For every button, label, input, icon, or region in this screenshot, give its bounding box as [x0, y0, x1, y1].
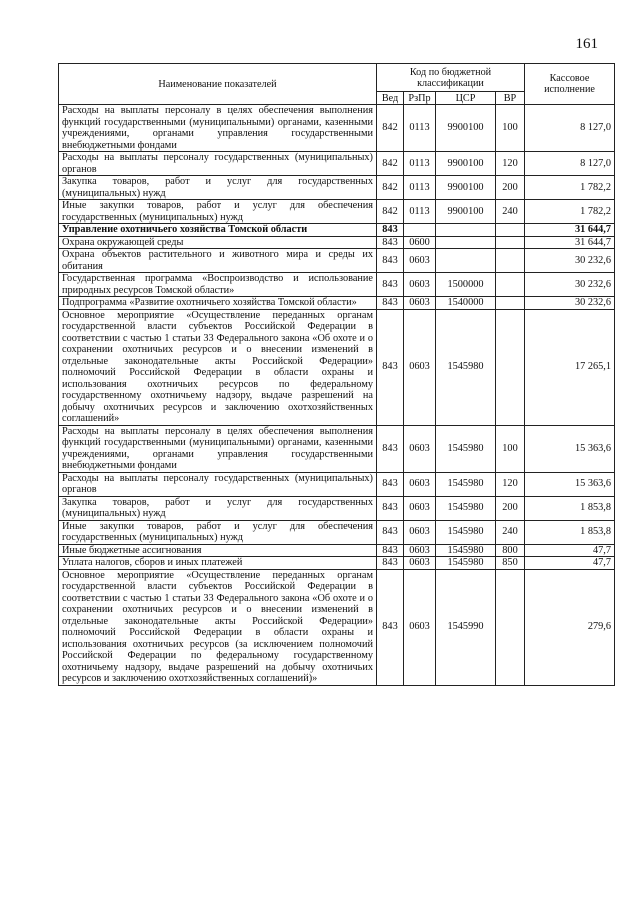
row-rzpr: 0603: [404, 425, 436, 472]
row-csr: 1545990: [436, 569, 496, 685]
table-body: [59, 105, 615, 686]
row-amount: 30 232,6: [525, 273, 615, 297]
row-rzpr: 0113: [404, 152, 436, 176]
table-row: [59, 273, 615, 297]
budget-table: [58, 63, 615, 686]
row-vr: [496, 309, 525, 425]
row-vr: [496, 224, 525, 237]
row-name: Уплата налогов, сборов и иных платежей: [59, 557, 377, 570]
row-amount: 17 265,1: [525, 309, 615, 425]
row-amount: 31 644,7: [525, 224, 615, 237]
page-number: 161: [575, 36, 598, 52]
row-csr: [436, 236, 496, 249]
row-ved: 843: [377, 544, 404, 557]
row-amount: 15 363,6: [525, 425, 615, 472]
row-vr: 120: [496, 152, 525, 176]
row-name: Иные закупки товаров, работ и услуг для обеспечения государственных (муниципальных) нужд: [59, 200, 377, 224]
row-amount: 1 853,8: [525, 520, 615, 544]
row-vr: [496, 236, 525, 249]
header-cash: Кассовое исполнение: [525, 64, 615, 105]
row-vr: [496, 569, 525, 685]
row-ved: 843: [377, 273, 404, 297]
row-vr: [496, 249, 525, 273]
row-ved: 843: [377, 520, 404, 544]
row-amount: 30 232,6: [525, 249, 615, 273]
row-name: Охрана окружающей среды: [59, 236, 377, 249]
row-rzpr: 0603: [404, 309, 436, 425]
table-row: [59, 520, 615, 544]
row-csr: [436, 249, 496, 273]
table-row: [59, 176, 615, 200]
row-amount: 47,7: [525, 544, 615, 557]
table-row: [59, 544, 615, 557]
row-vr: 200: [496, 496, 525, 520]
table-row: [59, 496, 615, 520]
row-name: Основное мероприятие «Осуществление переданных органам государственной власти субъектов Российской Федерации в соответствии с частью 1 статьи 33 Федерального закона «Об охоте и о сохранении охотничьих ресурсов и о внесении изменений в отдельные законодательные акты Российской Федерации» полномочий Российской Федерации в области охраны и использования охотничьих ресурсов (за исключением полномочий Российской Федерации по федеральному государственному охотничьему надзору, выдаче разрешений на добычу охотничьих ресурсов и заключению охотхозяйственных соглашений)»: [59, 569, 377, 685]
row-amount: 1 782,2: [525, 200, 615, 224]
table-row: [59, 472, 615, 496]
row-vr: 240: [496, 200, 525, 224]
row-csr: 1545980: [436, 425, 496, 472]
header-ved: Вед: [377, 92, 404, 105]
row-name: Расходы на выплаты персоналу в целях обеспечения выполнения функций государственными (муниципальными) органами, казенными учреждениями, органами управления государственными внебюджетными фондами: [59, 105, 377, 152]
row-vr: 850: [496, 557, 525, 570]
table-row: [59, 200, 615, 224]
row-ved: 843: [377, 309, 404, 425]
row-name: Основное мероприятие «Осуществление переданных органам государственной власти субъектов Российской Федерации в соответствии с частью 1 статьи 33 Федерального закона «Об охоте и о сохранении охотничьих ресурсов и о внесении изменений в отдельные законодательные акты Российской Федерации» полномочий Российской Федерации в области охраны и использования охотничьих ресурсов по федеральному государственному охотничьему надзору, выдаче разрешений на добычу охотничьих ресурсов и заключению охотхозяйственных соглашений»: [59, 309, 377, 425]
row-rzpr: 0603: [404, 297, 436, 310]
row-ved: 843: [377, 569, 404, 685]
header-vr: ВР: [496, 92, 525, 105]
table-row: [59, 224, 615, 237]
row-csr: 1545980: [436, 309, 496, 425]
table-row: [59, 557, 615, 570]
row-csr: 9900100: [436, 152, 496, 176]
row-rzpr: 0603: [404, 557, 436, 570]
row-ved: 842: [377, 176, 404, 200]
row-vr: 240: [496, 520, 525, 544]
row-rzpr: 0603: [404, 472, 436, 496]
row-rzpr: 0603: [404, 273, 436, 297]
table-row: [59, 569, 615, 685]
row-ved: 843: [377, 472, 404, 496]
header-name: Наименование показателей: [59, 64, 377, 105]
row-csr: 1500000: [436, 273, 496, 297]
row-vr: 800: [496, 544, 525, 557]
row-name: Иные закупки товаров, работ и услуг для обеспечения государственных (муниципальных) нужд: [59, 520, 377, 544]
row-name: Расходы на выплаты персоналу в целях обеспечения выполнения функций государственными (муниципальными) органами, казенными учреждениями, органами управления государственными внебюджетными фондами: [59, 425, 377, 472]
row-name: Расходы на выплаты персоналу государственных (муниципальных) органов: [59, 152, 377, 176]
row-ved: 843: [377, 557, 404, 570]
row-csr: 1545980: [436, 544, 496, 557]
row-vr: 100: [496, 105, 525, 152]
row-amount: 47,7: [525, 557, 615, 570]
row-amount: 15 363,6: [525, 472, 615, 496]
row-name: Закупка товаров, работ и услуг для государственных (муниципальных) нужд: [59, 496, 377, 520]
row-vr: 100: [496, 425, 525, 472]
row-rzpr: 0603: [404, 520, 436, 544]
row-rzpr: 0603: [404, 496, 436, 520]
row-ved: 843: [377, 496, 404, 520]
table-row: [59, 105, 615, 152]
row-rzpr: 0113: [404, 176, 436, 200]
row-amount: 30 232,6: [525, 297, 615, 310]
row-amount: 31 644,7: [525, 236, 615, 249]
row-rzpr: 0600: [404, 236, 436, 249]
row-name: Государственная программа «Воспроизводство и использование природных ресурсов Томской области»: [59, 273, 377, 297]
row-name: Управление охотничьего хозяйства Томской области: [59, 224, 377, 237]
row-vr: [496, 297, 525, 310]
row-rzpr: 0603: [404, 249, 436, 273]
row-vr: [496, 273, 525, 297]
header-code-group: Код по бюджетной классификации: [377, 64, 525, 92]
row-csr: 1545980: [436, 472, 496, 496]
table-row: [59, 297, 615, 310]
row-vr: 200: [496, 176, 525, 200]
row-csr: 1545980: [436, 557, 496, 570]
table-row: [59, 152, 615, 176]
table-header: [59, 64, 615, 105]
row-ved: 842: [377, 152, 404, 176]
header-csr: ЦСР: [436, 92, 496, 105]
row-amount: 8 127,0: [525, 152, 615, 176]
row-name: Охрана объектов растительного и животного мира и среды их обитания: [59, 249, 377, 273]
row-ved: 842: [377, 200, 404, 224]
row-csr: 9900100: [436, 105, 496, 152]
row-csr: 1545980: [436, 520, 496, 544]
row-ved: 843: [377, 297, 404, 310]
row-ved: 843: [377, 425, 404, 472]
row-amount: 1 853,8: [525, 496, 615, 520]
row-csr: [436, 224, 496, 237]
row-rzpr: 0113: [404, 200, 436, 224]
row-rzpr: 0113: [404, 105, 436, 152]
table-row: [59, 425, 615, 472]
row-rzpr: 0603: [404, 569, 436, 685]
row-rzpr: 0603: [404, 544, 436, 557]
header-rzpr: РзПр: [404, 92, 436, 105]
row-vr: 120: [496, 472, 525, 496]
row-csr: 1545980: [436, 496, 496, 520]
row-ved: 843: [377, 236, 404, 249]
table-row: [59, 249, 615, 273]
row-csr: 9900100: [436, 200, 496, 224]
row-amount: 279,6: [525, 569, 615, 685]
table-row: [59, 309, 615, 425]
row-ved: 842: [377, 105, 404, 152]
row-name: Расходы на выплаты персоналу государственных (муниципальных) органов: [59, 472, 377, 496]
row-rzpr: [404, 224, 436, 237]
row-ved: 843: [377, 224, 404, 237]
row-csr: 1540000: [436, 297, 496, 310]
row-csr: 9900100: [436, 176, 496, 200]
row-amount: 8 127,0: [525, 105, 615, 152]
row-ved: 843: [377, 249, 404, 273]
row-name: Подпрограмма «Развитие охотничьего хозяйства Томской области»: [59, 297, 377, 310]
table-row: [59, 236, 615, 249]
row-name: Иные бюджетные ассигнования: [59, 544, 377, 557]
row-amount: 1 782,2: [525, 176, 615, 200]
row-name: Закупка товаров, работ и услуг для государственных (муниципальных) нужд: [59, 176, 377, 200]
